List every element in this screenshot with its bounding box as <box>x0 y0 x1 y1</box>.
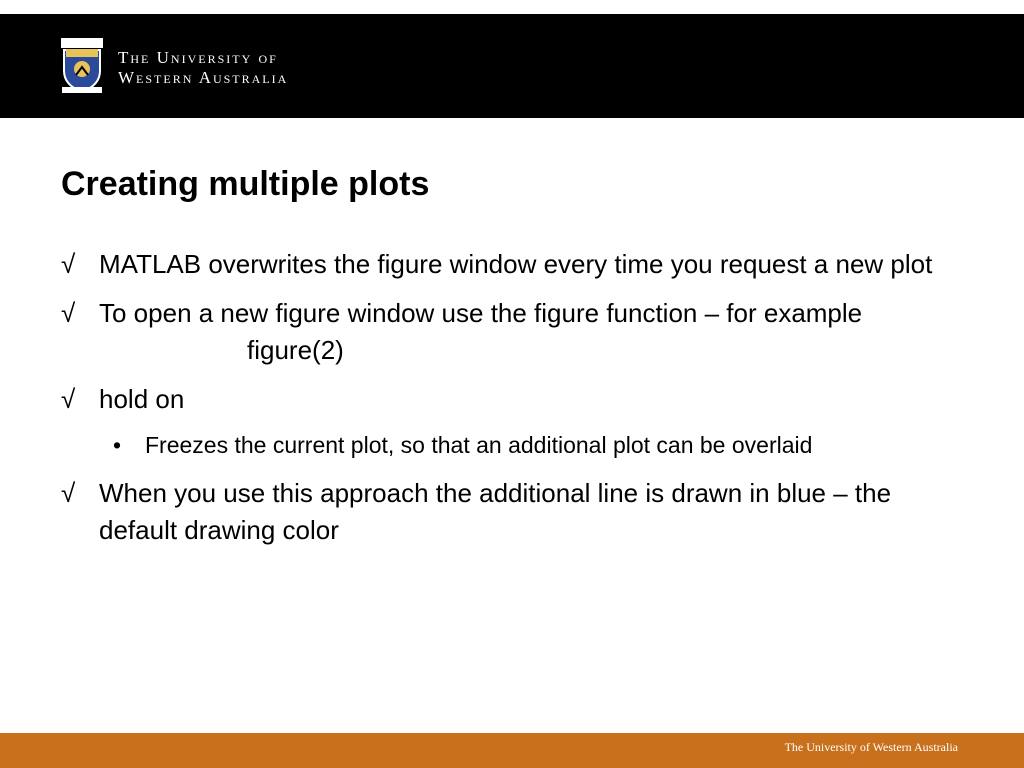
bullet-item <box>61 475 961 549</box>
bullet-item <box>61 246 961 283</box>
bullet-item <box>61 295 961 369</box>
code-example: figure(2) <box>247 335 344 365</box>
sub-bullet-item <box>61 428 961 463</box>
top-margin <box>0 0 1024 14</box>
university-crest-icon <box>60 37 104 95</box>
university-name-line1: The University of <box>118 48 278 67</box>
bullet-text: hold on <box>99 384 185 414</box>
bullet-text: MATLAB overwrites the figure window every time you request a new plot <box>99 249 933 279</box>
slide-title: Creating multiple plots <box>61 165 430 203</box>
bullet-list <box>61 246 961 561</box>
footer-text: The University of Western Australia <box>784 740 958 754</box>
bullet-item <box>61 381 961 418</box>
header-bar <box>0 14 1024 118</box>
bullet-dot-icon: • <box>113 432 122 458</box>
checkmark-icon: √ <box>61 249 76 279</box>
checkmark-icon: √ <box>61 478 76 508</box>
bullet-text: When you use this approach the additional line is drawn in blue – the default drawing color <box>99 478 892 545</box>
university-name <box>118 48 288 88</box>
footer-bar <box>0 733 1024 768</box>
university-name-line2: Western Australia <box>118 68 289 87</box>
checkmark-icon: √ <box>61 384 76 414</box>
checkmark-icon: √ <box>61 298 76 328</box>
sub-bullet-text: Freezes the current plot, so that an additional plot can be overlaid <box>145 432 813 458</box>
bullet-text: To open a new figure window use the figure function – for example <box>99 298 863 328</box>
